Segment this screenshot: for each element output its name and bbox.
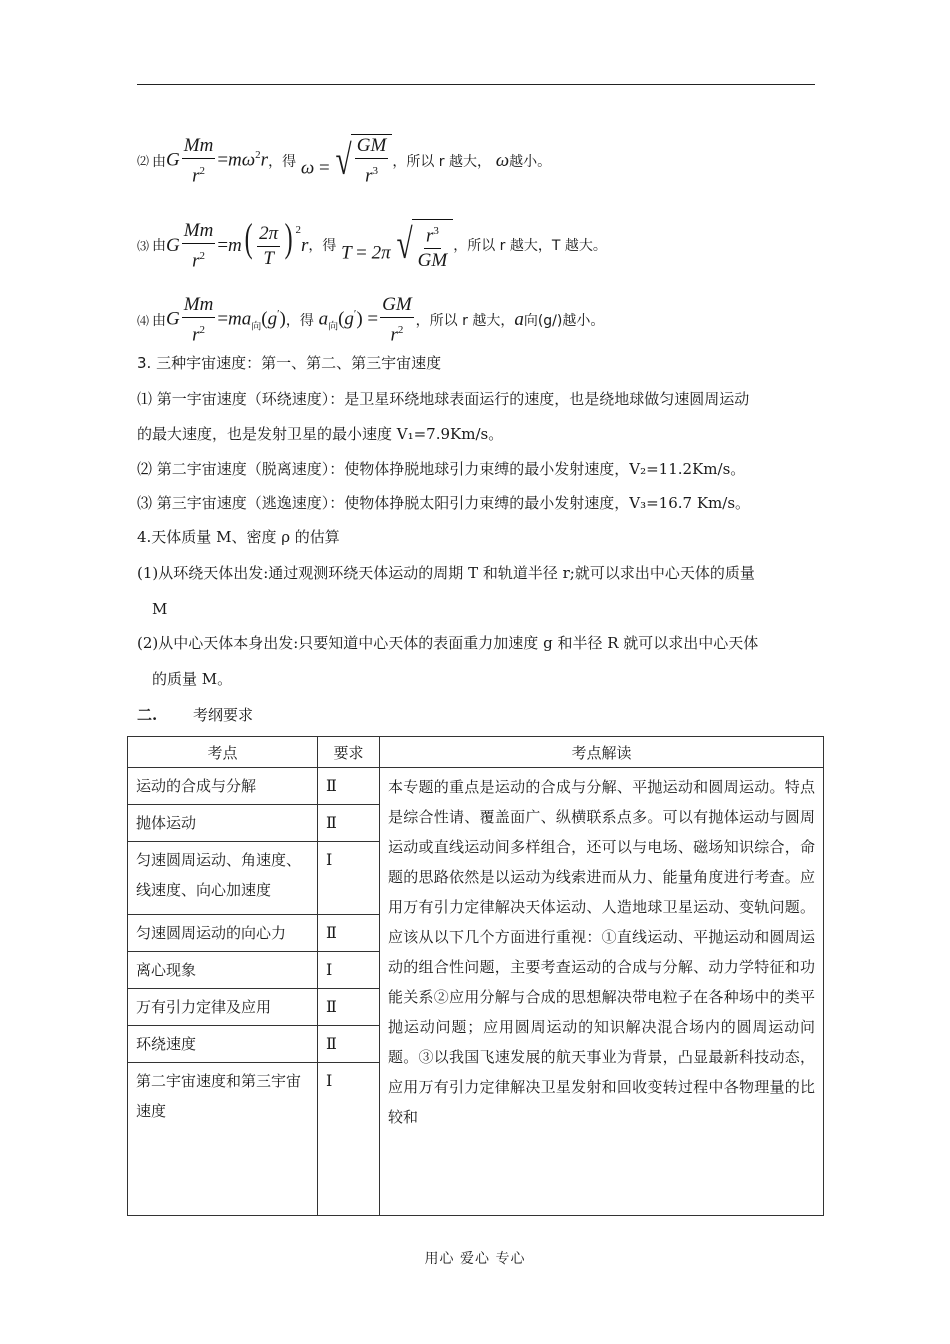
formula-word: ，得 bbox=[308, 238, 337, 255]
paragraph: ⑵ 第二宇宙速度（脱离速度）：使物体挣脱地球引力束缚的最小发射速度，V₂=11.2Km/s。 bbox=[137, 460, 746, 478]
formula-4 bbox=[137, 294, 604, 346]
table-cell-point: 匀速圆周运动的向心力 bbox=[128, 915, 318, 952]
section-3-title: 3. 三种宇宙速度：第一、第二、第三宇宙速度 bbox=[137, 354, 442, 372]
table-cell-point: 环绕速度 bbox=[128, 1026, 318, 1063]
formula-text: 越小。 bbox=[509, 153, 552, 170]
table-cell-req: Ⅰ bbox=[318, 842, 380, 915]
part-2-title: 考纲要求 bbox=[193, 706, 254, 724]
formula-math: G $\frac{Mm}{r^2}$ =m( $\frac{2\pi}{T}$ ) $^2$r bbox=[166, 215, 309, 272]
formula-math: G $\frac{Mm}{r^2}$ $=ma_向(g')$ bbox=[166, 294, 286, 346]
formula-math: G $\frac{Mm}{r^2}$ $=m\omega^2r$ bbox=[166, 134, 269, 186]
table-cell-point: 离心现象 bbox=[128, 952, 318, 989]
formula-word: ，得 bbox=[285, 313, 314, 330]
formula-math: $a_向(g')$ = $\frac{GM}{r^2}$ bbox=[313, 294, 412, 346]
paragraph: (2)从中心天体本身出发:只要知道中心天体的表面重力加速度 g 和半径 R 就可以求出中心天体 bbox=[137, 634, 759, 652]
formula-label: ⑷ bbox=[137, 313, 150, 328]
table-header: 考点 bbox=[128, 737, 318, 768]
table-cell-req: Ⅱ bbox=[318, 805, 380, 842]
table-cell-point: 抛体运动 bbox=[128, 805, 318, 842]
paragraph: M bbox=[152, 600, 168, 618]
formula-math: a bbox=[514, 309, 524, 331]
formula-math: ω = √ $\frac{GM}{r^3}$ bbox=[296, 134, 392, 187]
table-cell-point: 万有引力定律及应用 bbox=[128, 989, 318, 1026]
formula-text: 向(g/)越小。 bbox=[523, 313, 605, 330]
table-cell-req: Ⅰ bbox=[318, 952, 380, 989]
formula-2 bbox=[137, 134, 551, 187]
paragraph: ⑶ 第三宇宙速度（逃逸速度）：使物体挣脱太阳引力束缚的最小发射速度，V₃=16.7 Km/s。 bbox=[137, 494, 751, 512]
part-2-number: 二. bbox=[137, 706, 158, 724]
table-cell-interpretation: 本专题的重点是运动的合成与分解、平抛运动和圆周运动。特点是综合性请、覆盖面广、纵横联系点多。可以有抛体运动与圆周运动或直线运动间多样组合，还可以与电场、磁场知识综合，命题的思路依然是以运动为线索进而从力、能量角度进行考查。应用万有引力定律解决天体运动、人造地球卫星运动、变轨问题。应该从以下几个方面进行重视：①直线运动、平抛运动和圆周运动的组合性问题，主要考查运动的合成与分解、动力学特征和功能关系②应用分解与合成的思想解决带电粒子在各种场中的类平抛运动问题；应用圆周运动的知识解决混合场内的圆周运动问题。③以我国飞速发展的航天事业为背景，凸显最新科技动态，应用万有引力定律解决卫星发射和回收变转过程中各物理量的比较和 bbox=[380, 768, 824, 1216]
formula-text: ，所以 r 越大， bbox=[415, 313, 515, 330]
header-rule bbox=[137, 84, 815, 85]
paragraph: (1)从环绕天体出发:通过观测环绕天体运动的周期 T 和轨道半径 r;就可以求出中心天体的质量 bbox=[137, 564, 755, 582]
formula-word: 由 bbox=[152, 313, 167, 330]
formula-word: ，得 bbox=[268, 153, 297, 170]
table-cell-req: Ⅱ bbox=[318, 915, 380, 952]
formula-text: ，所以 r 越大，T 越大。 bbox=[453, 238, 607, 255]
requirements-table bbox=[127, 736, 824, 1216]
formula-3 bbox=[137, 215, 607, 273]
table-cell-req: Ⅱ bbox=[318, 1026, 380, 1063]
page-footer: 用心 爱心 专心 bbox=[424, 1251, 526, 1267]
formula-word: 由 bbox=[152, 153, 167, 170]
paragraph: ⑴ 第一宇宙速度（环绕速度）：是卫星环绕地球表面运行的速度，也是绕地球做匀速圆周运动 bbox=[137, 390, 750, 408]
formula-label: ⑵ bbox=[137, 154, 150, 169]
table-cell-req: Ⅱ bbox=[318, 768, 380, 805]
table-cell-point: 匀速圆周运动、角速度、线速度、向心加速度 bbox=[128, 842, 318, 915]
table-cell-req: Ⅱ bbox=[318, 989, 380, 1026]
table-cell-point: 运动的合成与分解 bbox=[128, 768, 318, 805]
section-4-title: 4.天体质量 M、密度 ρ 的估算 bbox=[137, 528, 340, 546]
paragraph: 的质量 M。 bbox=[152, 670, 233, 688]
table-header-row bbox=[128, 737, 824, 768]
formula-math: T = 2π √ $\frac{r^3}{GM}$ bbox=[336, 219, 453, 272]
formula-word: 由 bbox=[152, 238, 167, 255]
formula-text: ，所以 r 越大， bbox=[392, 153, 491, 170]
table-header: 要求 bbox=[318, 737, 380, 768]
table-row bbox=[128, 768, 824, 805]
formula-math: ω bbox=[491, 149, 510, 171]
table-cell-point: 第二宇宙速度和第三宇宙速度 bbox=[128, 1063, 318, 1216]
table-header: 考点解读 bbox=[380, 737, 824, 768]
paragraph: 的最大速度，也是发射卫星的最小速度 V₁=7.9Km/s。 bbox=[137, 425, 504, 443]
table-cell-req: Ⅰ bbox=[318, 1063, 380, 1216]
formula-label: ⑶ bbox=[137, 238, 150, 253]
